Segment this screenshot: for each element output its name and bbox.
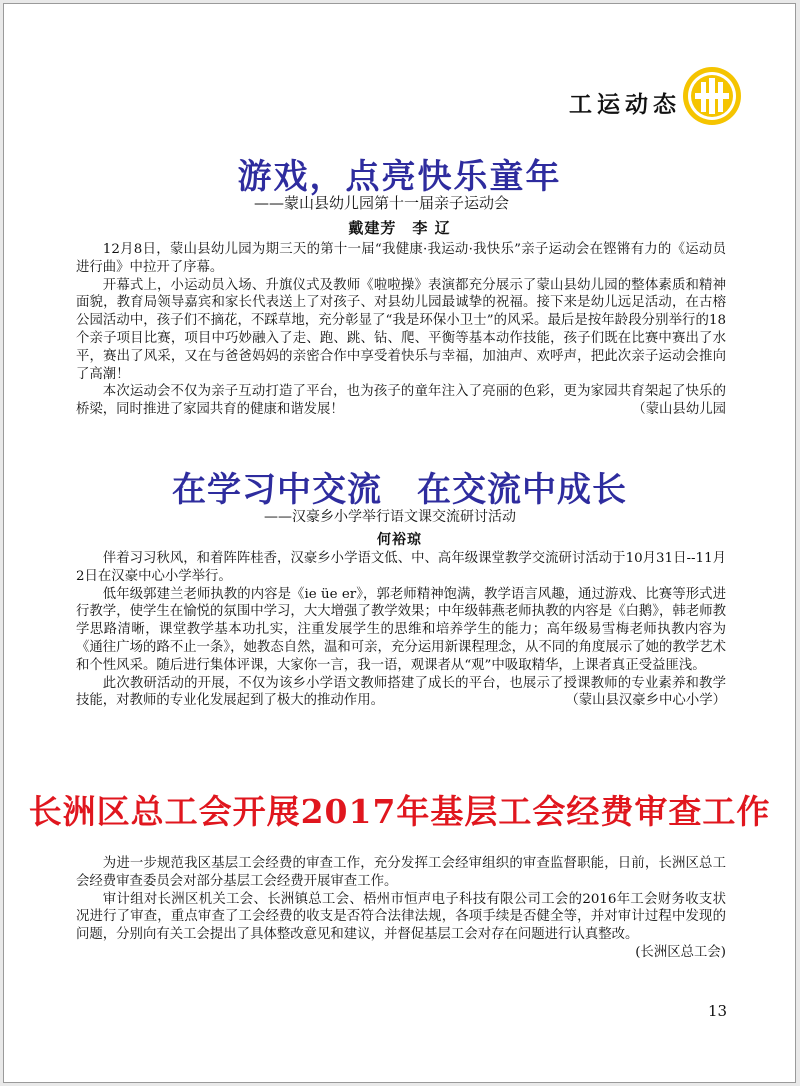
article3-paragraph: 为进一步规范我区基层工会经费的审查工作，充分发挥工会经审组织的审查监督职能，日前，长洲区总工会经费审查委员会对部分基层工会经费开展审查工作。 [76, 856, 726, 889]
article1-paragraph-text: 本次运动会不仅为亲子互动打造了平台，也为孩子的童年注入了亮丽的色彩，更为家园共育架起了快乐的桥梁，同时推进了家园共育的健康和谐发展！ [76, 384, 726, 418]
article1-paragraph: 12月8日，蒙山县幼儿园为期三天的第十一届“我健康·我运动·我快乐”亲子运动会在铿锵有力的《运动员进行曲》中拉开了序幕。 [76, 242, 726, 275]
article3-paragraph [76, 891, 726, 960]
article2-subtitle: ——汉豪乡小学举行语文课交流研讨活动 [264, 509, 516, 525]
article1-source: （蒙山县幼儿园 [632, 402, 726, 418]
article1-author: 戴建芳 李 辽 [348, 219, 451, 237]
article1-paragraph [76, 383, 726, 419]
article1-subtitle: ——蒙山县幼儿园第十一届亲子运动会 [254, 194, 510, 212]
article1-body [76, 241, 726, 419]
article2-paragraph: 低年级郭建兰老师执教的内容是《ie üe er》，郭老师精神饱满，教学语言风趣，通过游戏、比赛等形式进行教学，使学生在愉悦的氛围中学习，大大增强了教学效果；中年级韩燕老师执教的内容是《白鹅》，韩老师教学思路清晰，课堂教学基本功扎实，注重发展学生的思维和培养学生的能力；高年级易雪梅老师执教内容为《通往广场的路不止一条》，她教态自然，温和可亲，充分运用新课程理念，从不同的角度展示了她的教学艺术和个性风采。随后进行集体评课，大家你一言，我一语，观课者从“观”中吸取精华，上课者真正受益匪浅。 [76, 586, 726, 673]
article2-paragraph [76, 675, 726, 711]
article2-source: （蒙山县汉豪乡中心小学） [565, 693, 726, 709]
article2-paragraph: 伴着习习秋风，和着阵阵桂香，汉豪乡小学语文低、中、高年级课堂教学交流研讨活动于10月31日--11月2日在汉豪中心小学举行。 [76, 551, 726, 584]
article3-title: 长洲区总工会开展2017年基层工会经费审查工作 [28, 792, 771, 831]
article3-paragraph-text: 审计组对长洲区机关工会、长洲镇总工会、梧州市恒声电子科技有限公司工会的2016年工会财务收支状况进行了审查，重点审查了工会经费的收支是否符合法律法规，各项手续是否健全等，并对审计过程中发现的问题，分别向有关工会提出了具体整改意见和建议，并督促基层工会对存在问题进行认真整改。 [76, 891, 726, 943]
article2-title: 在学习中交流 在交流中成长 [172, 470, 627, 510]
article3-source: (长洲区总工会) [635, 944, 726, 960]
article2-body [76, 550, 726, 710]
article3-body [76, 855, 726, 962]
article1-title: 游戏，点亮快乐童年 [237, 157, 562, 197]
magazine-page [3, 3, 796, 1083]
article2-author: 何裕琼 [377, 532, 422, 548]
section-header-title: 工运动态 [569, 92, 681, 118]
article1-paragraph: 开幕式上，小运动员入场、升旗仪式及教师《啦啦操》表演都充分展示了蒙山县幼儿园的整体素质和精神面貌，教育局领导嘉宾和家长代表送上了对孩子、对县幼儿园最诚挚的祝福。接下来是幼儿远足活动，在古榕公园活动中，孩子们不摘花，不踩草地，充分彰显了“我是环保小卫士”的风采。最后是按年龄段分别举行的18个亲子项目比赛，项目中巧妙融入了走、跑、跳、钻、爬、平衡等基本动作技能，孩子们既在比赛中赛出了水平，赛出了风采，又在与爸爸妈妈的亲密合作中享受着快乐与幸福，加油声、欢呼声，把此次亲子运动会推向了高潮！ [76, 277, 726, 382]
trade-union-emblem-icon [682, 66, 742, 126]
page-number: 13 [708, 1002, 728, 1020]
article2-paragraph-text: 此次教研活动的开展，不仅为该乡小学语文教师搭建了成长的平台，也展示了授课教师的专业素养和教学技能，对教师的专业化发展起到了极大的推动作用。 [76, 675, 726, 709]
